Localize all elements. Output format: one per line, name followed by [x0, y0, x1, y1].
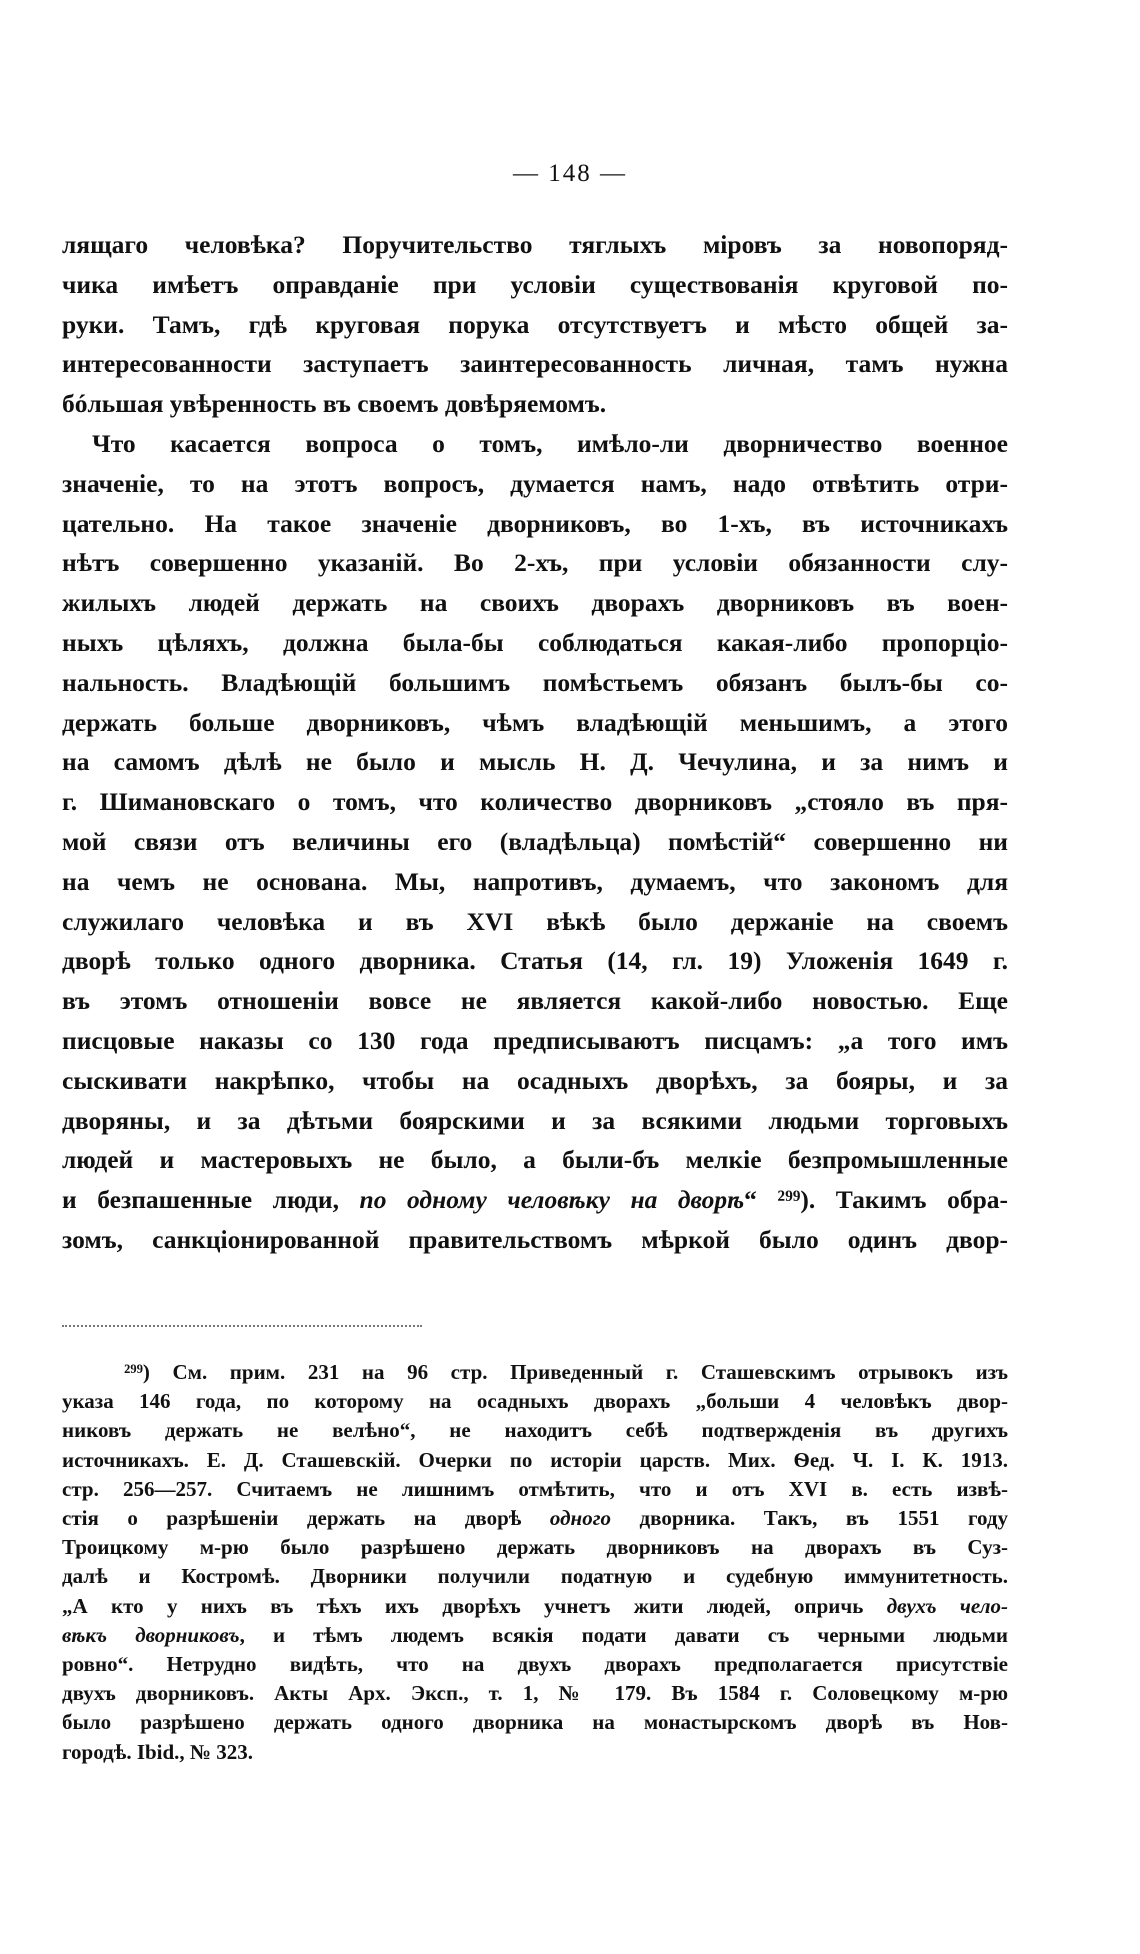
line-text: зомъ, санкціонированной правительствомъ мѣркой было одинъ двор- — [62, 1224, 1008, 1254]
line-text: источникахъ. Е. Д. Сташевскій. Очерки по исторіи царств. Мих. Ѳед. Ч. I. К. 1913. — [62, 1447, 1008, 1472]
text-line — [62, 1562, 1008, 1591]
line-text: на самомъ дѣлѣ не было и мысль Н. Д. Чечулина, и за нимъ и — [62, 747, 1008, 777]
text-line — [62, 504, 1008, 544]
line-text: нальность. Владѣющій большимъ помѣстьемъ обязанъ былъ-бы со- — [62, 667, 1008, 697]
line-text: на чемъ не основана. Мы, напротивъ, думаемъ, что закономъ для — [62, 866, 1008, 896]
footnotes — [62, 1358, 1008, 1767]
text-line — [62, 1416, 1008, 1445]
text-line — [62, 1738, 1008, 1767]
line-text: цательно. На такое значеніе дворниковъ, во 1-хъ, въ источникахъ — [62, 508, 1008, 538]
line-text: держать больше дворниковъ, чѣмъ владѣющій меньшимъ, а этого — [62, 707, 1008, 737]
text-line — [62, 1061, 1008, 1101]
line-text: чика имѣетъ оправданіе при условіи существованія круговой по- — [62, 269, 1008, 299]
line-text: лящаго человѣка? Поручительство тяглыхъ міровъ за новопоряд- — [62, 230, 1008, 259]
text-line — [62, 902, 1008, 942]
body-text — [62, 225, 1008, 1260]
line-text: двухъ дворниковъ. Акты Арх. Эксп., т. 1, № 179. Въ 1584 г. Соловецкому м-рю — [62, 1681, 1008, 1706]
text-line — [62, 1220, 1008, 1260]
page-number: — 148 — — [513, 160, 627, 187]
text-line — [62, 663, 1008, 703]
italic-phrase: вѣкъ дворниковъ — [62, 1622, 240, 1647]
text-line — [62, 703, 1008, 743]
text-line — [62, 1533, 1008, 1562]
text-line — [62, 464, 1008, 504]
italic-phrase: двухъ чело- — [886, 1593, 1008, 1618]
line-text: дворѣ только одного дворника. Статья (14, гл. 19) Уложенія 1649 г. — [62, 946, 1008, 976]
text-line — [62, 543, 1008, 583]
text-line — [62, 344, 1008, 384]
line-text: , и тѣмъ людемъ всякія подати давати съ черными людьми — [239, 1622, 1008, 1647]
italic-phrase: по одному человѣку на дворѣ — [359, 1185, 745, 1215]
text-line — [62, 1650, 1008, 1679]
footnote-separator — [62, 1325, 422, 1327]
line-text: въ этомъ отношеніи вовсе не является какой-либо новостью. Еще — [62, 986, 1008, 1016]
line-text: значеніе, то на этотъ вопросъ, думается намъ, надо отвѣтить отри- — [62, 468, 1008, 498]
line-text: ровно“. Нетрудно видѣть, что на двухъ дворахъ предполагается присутствіе — [62, 1652, 1008, 1677]
line-text: „А кто у нихъ въ тѣхъ ихъ дворѣхъ учнетъ жити людей, опричь — [62, 1593, 887, 1618]
line-text: и безпашенные люди, — [62, 1185, 360, 1215]
text-line — [62, 742, 1008, 782]
line-text: жилыхъ людей держать на своихъ дворахъ дворниковъ въ воен- — [62, 588, 1008, 618]
text-line — [62, 265, 1008, 305]
line-text: руки. Тамъ, гдѣ круговая порука отсутствуетъ и мѣсто общей за- — [62, 309, 1008, 339]
italic-phrase: одного — [549, 1506, 611, 1531]
text-line — [62, 1387, 1008, 1416]
text-line — [62, 1679, 1008, 1708]
line-text: служилаго человѣка и въ XVI вѣкѣ было держаніе на своемъ — [62, 906, 1008, 936]
text-line — [62, 1021, 1008, 1061]
line-text: дворяны, и за дѣтьми боярскими и за всякими людьми торговыхъ — [62, 1105, 1008, 1135]
text-line — [62, 623, 1008, 663]
text-line — [62, 1180, 1008, 1220]
line-text: писцовые наказы со 130 года предписываютъ писцамъ: „а того имъ — [62, 1025, 1008, 1055]
text-line — [62, 1446, 1008, 1475]
line-text: людей и мастеровыхъ не было, а были-бъ мелкіе безпромышленные — [62, 1145, 1008, 1175]
line-text: г. Шимановскаго о томъ, что количество дворниковъ „стояло въ пря- — [62, 787, 1008, 817]
text-line — [62, 782, 1008, 822]
text-line — [62, 305, 1008, 345]
text-line — [62, 822, 1008, 862]
text-line — [62, 981, 1008, 1021]
text-line — [62, 1101, 1008, 1141]
line-text: ныхъ цѣляхъ, должна была-бы соблюдаться какая-либо пропорціо- — [62, 627, 1008, 657]
line-text: указа 146 года, по которому на осадныхъ дворахъ „больши 4 человѣкъ двор- — [62, 1389, 1008, 1414]
line-text: нѣтъ совершенно указаній. Во 2-хъ, при условіи обязанности слу- — [62, 548, 1008, 578]
text-line — [62, 1358, 1008, 1387]
text-line — [62, 1708, 1008, 1737]
text-line — [62, 1504, 1008, 1533]
line-text: бóльшая увѣренность въ своемъ довѣряемомъ. — [62, 389, 607, 419]
line-text: никовъ держать не велѣно“, не находитъ себѣ подтвержденія въ другихъ — [62, 1418, 1008, 1443]
text-line — [62, 1592, 1008, 1621]
line-text: стія о разрѣшеніи держать на дворѣ — [62, 1506, 550, 1531]
line-text: городѣ. Ibid., № 323. — [62, 1739, 254, 1764]
line-text: дворника. Такъ, въ 1551 году — [610, 1506, 1008, 1531]
text-line — [62, 225, 1008, 265]
line-text: далѣ и Костромѣ. Дворники получили податную и судебную иммунитетность. — [62, 1564, 1008, 1589]
line-text: сыскивати накрѣпко, чтобы на осадныхъ дворѣхъ, за бояры, и за — [62, 1065, 1008, 1095]
line-text: “ ²⁹⁹). Такимъ обра- — [744, 1185, 1008, 1215]
line-text: Что касается вопроса о томъ, имѣло-ли дворничество военное — [92, 428, 1008, 458]
text-line — [62, 941, 1008, 981]
line-text: интересованности заступаетъ заинтересованность личная, тамъ нужна — [62, 349, 1008, 379]
footnote-marker: ²⁹⁹) — [124, 1360, 173, 1384]
line-text: Троицкому м-рю было разрѣшено держать дворниковъ на дворахъ въ Суз- — [62, 1535, 1008, 1560]
text-line — [62, 1621, 1008, 1650]
line-text: мой связи отъ величины его (владѣльца) помѣстій“ совершенно ни — [62, 826, 1008, 856]
line-text: было разрѣшено держать одного дворника на монастырскомъ дворѣ въ Нов- — [62, 1710, 1008, 1735]
line-text: См. прим. 231 на 96 стр. Приведенный г. Сташевскимъ отрывокъ изъ — [172, 1360, 1009, 1384]
line-text: стр. 256—257. Считаемъ не лишнимъ отмѣтить, что и отъ XVI в. есть извѣ- — [62, 1476, 1008, 1501]
text-line — [62, 1140, 1008, 1180]
text-line — [62, 583, 1008, 623]
text-line — [62, 384, 1008, 424]
text-line — [62, 1475, 1008, 1504]
text-line — [62, 424, 1008, 464]
text-line — [62, 862, 1008, 902]
